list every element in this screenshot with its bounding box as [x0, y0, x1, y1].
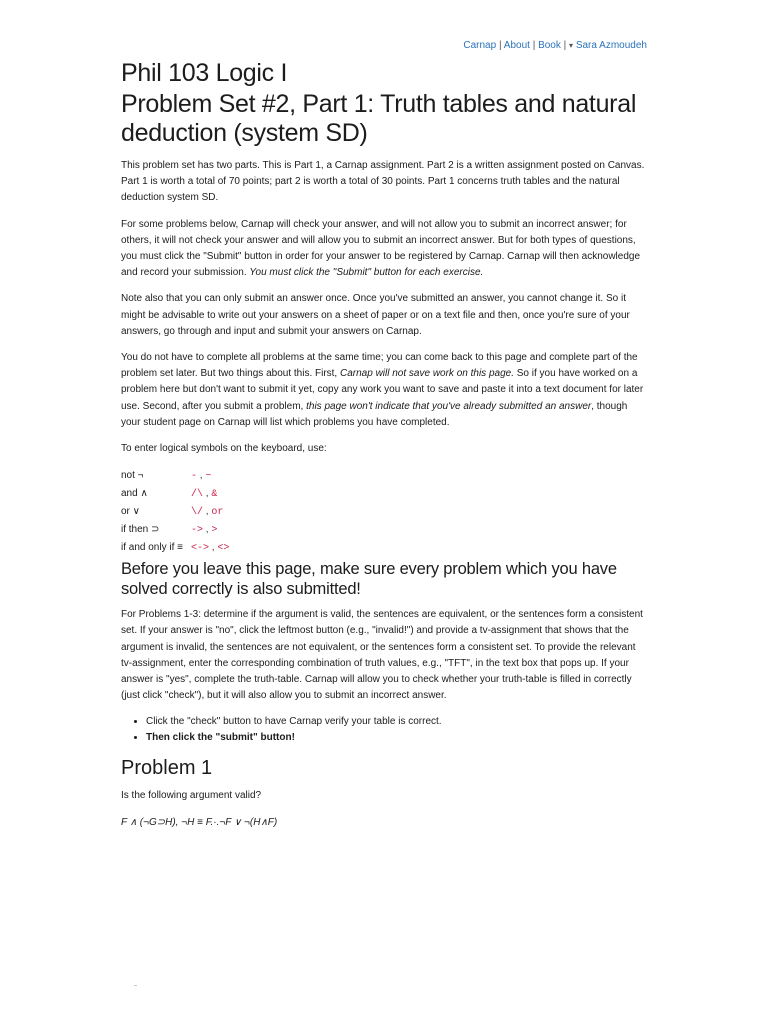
emphasis-text: You must click the "Submit" button for each exercise. — [249, 267, 484, 279]
scroll-marker — [134, 985, 137, 986]
symbol-label: not ¬ — [121, 470, 144, 482]
symbol-label: and ∧ — [121, 488, 148, 500]
submit-warning-heading: Before you leave this page, make sure every problem which you have solved correctly is also submitted! — [121, 560, 617, 599]
nav-link-carnap[interactable]: Carnap — [463, 40, 497, 51]
symbol-row — [121, 467, 229, 485]
symbol-keys: /\ , & — [191, 488, 218, 501]
nav-user-menu[interactable]: Sara Azmoudeh — [575, 40, 647, 51]
problems-instructions-paragraph: For Problems 1-3: determine if the argument is valid, the sentences are equivalent, or the sentences form a consistent set. If your answer is "no", click the leftmost button (e.g., "invalid!") and provide a tv-assignment that shows that the argument is invalid, the sentences are not equivalent, or the sentences form a consistent set. To provide the relevant tv-assignment, enter the corresponding combination of truth values, e.g., "TFT", in the text box that pops up. If your answer is "yes", complete the truth-table. Carnap will allow you to check whether your truth-table is filled in correctly (just click "check"), but it will also allow you to submit an incorrect answer. — [121, 609, 643, 702]
bold-text: Then click the "submit" button! — [146, 732, 295, 744]
list-item — [146, 730, 646, 746]
problem-1-heading: Problem 1 — [121, 757, 213, 780]
paragraph-text: You do not have to complete all problems at the same time; you can come back to this page and complete part of the problem set later. But two things about this. First, — [121, 352, 638, 380]
symbol-row — [121, 539, 229, 557]
symbol-key: <> — [217, 543, 230, 555]
nav-separator: | — [529, 40, 539, 51]
emphasis-text: Carnap will not save work on this page. — [340, 368, 514, 380]
paragraph-text: For some problems below, Carnap will check your answer, and will not allow you to submit an incorrect answer; for others, it will not check your answer and will allow you to submit an incorrect answer. But for both types of questions, you must click the "Submit" button in order for your answer to be registered by Carnap. Carnap will then acknowledge and record your submission. — [121, 218, 641, 279]
main-content — [121, 56, 646, 831]
symbol-row — [121, 521, 229, 539]
symbol-keys: <-> , <> — [191, 542, 230, 555]
keyboard-symbols-table — [121, 467, 229, 557]
symbol-key: or — [211, 507, 224, 519]
symbol-row — [121, 485, 229, 503]
symbol-label: if then ⊃ — [121, 524, 160, 536]
list-item: • Click the "check" button to have Carnap verify your table is correct. — [146, 714, 646, 730]
problem-1-question: Is the following argument valid? — [121, 790, 262, 802]
page-title: Problem Set #2, Part 1: Truth tables and natural deduction (system SD) — [121, 90, 637, 147]
symbol-key: > — [211, 525, 218, 537]
course-title: Phil 103 Logic I — [121, 59, 288, 87]
paragraph-text: So if you have worked on a problem here but don't want to submit it yet, copy any work you want to save and paste it into a text document for later use. Second, after you submit a problem, — [121, 368, 644, 412]
problem-1-formula: F ∧ (¬G⊃H), ¬H ≡ F.·.¬F ∨ ¬(H∧F) — [121, 816, 278, 828]
emphasis-text: this page won't indicate that you've already submitted an answer — [306, 400, 592, 412]
symbol-keys: \/ , or — [191, 506, 224, 519]
paragraph-text: , though your student page on Carnap will list which problems you have completed. — [121, 400, 628, 428]
keyboard-symbols-intro: To enter logical symbols on the keyboard, use: — [121, 443, 327, 455]
steps-list — [121, 714, 646, 746]
nav-link-about[interactable]: About — [503, 40, 530, 51]
nav-separator: | — [496, 40, 504, 51]
symbol-key: -> — [191, 525, 204, 537]
symbol-key: <-> — [191, 543, 210, 555]
submit-once-paragraph: Note also that you can only submit an answer once. Once you've submitted an answer, you cannot change it. So it might be advisable to write out your answers on a sheet of paper or on a text file and then, once you're sure of your answers, go through and input and submit your answers on Carnap. — [121, 293, 630, 337]
symbol-key: /\ — [191, 489, 204, 501]
symbol-row — [121, 503, 229, 521]
top-nav — [463, 40, 647, 52]
symbol-key: & — [211, 489, 218, 501]
nav-link-book[interactable]: Book — [538, 40, 561, 51]
symbol-key: ~ — [205, 471, 212, 483]
symbol-key: \/ — [191, 507, 204, 519]
symbol-keys: -> , > — [191, 524, 218, 537]
symbol-label: if and only if ≡ — [121, 542, 183, 554]
chevron-down-icon[interactable]: ▾ — [569, 41, 574, 50]
intro-paragraph: This problem set has two parts. This is Part 1, a Carnap assignment. Part 2 is a written assignment posted on Canvas. Part 1 is worth a total of 70 points; part 2 is worth a total of 30 points. Part 1 concerns truth tables and the natural deduction system SD. — [121, 160, 645, 204]
symbol-key: - — [191, 471, 198, 483]
submit-instructions-paragraph — [121, 217, 646, 282]
symbol-label: or ∨ — [121, 506, 140, 518]
nav-separator: | — [560, 40, 570, 51]
save-work-paragraph — [121, 350, 646, 431]
symbol-keys: - , ~ — [191, 470, 212, 483]
